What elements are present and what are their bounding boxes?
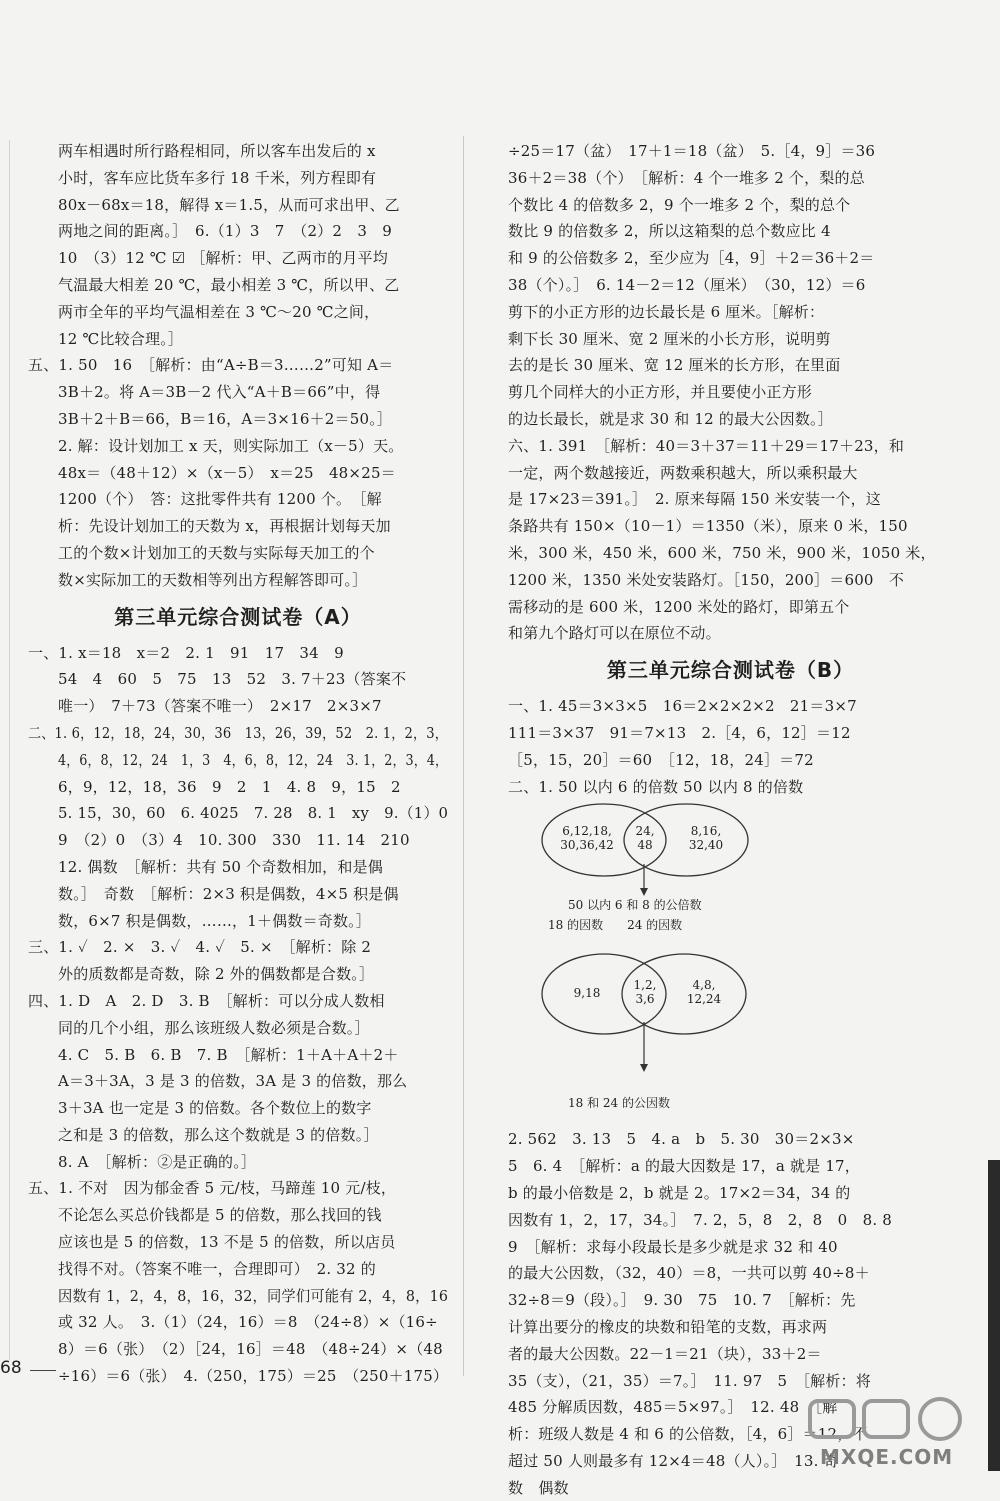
margin-rule [9, 140, 10, 1360]
line-text: 36＋2＝38（个） ［解析：4 个一堆多 2 个，梨的总 [508, 168, 865, 187]
answer-line [508, 352, 953, 379]
column-divider [463, 136, 464, 1376]
answer-line [28, 1095, 448, 1122]
answer-line [508, 460, 953, 487]
line-text: 5. 15，30，60 6. 4025 7. 28 8. 1 xy 9.（1）0 [58, 804, 448, 823]
venn2-left-values: 9,18 [573, 986, 601, 1001]
line-text: 111＝3×37 91＝7×13 2.［4，6，12］＝12 [508, 723, 851, 742]
answer-line [508, 379, 953, 406]
answer-line [28, 299, 448, 326]
line-text: 应该也是 5 的倍数，13 不是 5 的倍数，所以店员 [58, 1233, 396, 1252]
line-text: 小时，客车应比货车多行 18 千米，列方程即有 [58, 168, 377, 187]
line-text: 剪几个同样大的小正方形，并且要使小正方形 [508, 383, 813, 402]
line-text: 32÷8＝9（段）。］ 9. 30 75 10. 7 ［解析：先 [508, 1291, 856, 1310]
line-text: 4，6，8，12，24 1，3 4，6，8，12，24 3. 1，2，3，4， [58, 750, 448, 769]
answer-line [28, 379, 448, 406]
line-text: 计算出要分的橡皮的块数和铅笔的支数，再求两 [508, 1317, 828, 1336]
line-text: 不论怎么买总价钱都是 5 的倍数，那么找回的钱 [58, 1206, 382, 1225]
answer-line [28, 406, 448, 433]
line-text: 四、1. D A 2. D 3. B ［解析：可以分成人数相 [28, 991, 385, 1010]
answer-line [28, 854, 448, 881]
venn2-arrow-head [640, 1064, 648, 1072]
line-text: 8）＝6（张） （2）［24，16］＝48 （48÷24）×（48 [58, 1340, 443, 1359]
line-text: 3B＋2。将 A＝3B－2 代入“A＋B＝66”中，得 [58, 383, 381, 402]
page-number: 68 [0, 1358, 22, 1378]
line-text: 3＋3A 也一定是 3 的倍数。各个数位上的数字 [58, 1099, 372, 1118]
venn-diagram-multiples [508, 800, 953, 950]
answer-line [28, 988, 448, 1015]
line-text: 条路共有 150×（10－1）＝1350（米），原来 0 米，150 [508, 517, 908, 536]
heading-text: 第三单元综合测试卷（A） [114, 604, 362, 629]
answer-line [508, 245, 953, 272]
answer-line [28, 1175, 448, 1202]
page-number-dash [30, 1370, 56, 1371]
line-text: 两车相遇时所行路程相同，所以客车出发后的 x [58, 142, 376, 160]
venn1-caption: 50 以内 6 和 8 的公倍数 [568, 898, 702, 913]
line-text: 5 6. 4 ［解析：a 的最大因数是 17，a 就是 17， [508, 1157, 860, 1176]
line-text: 2. 解：设计划加工 x 天，则实际加工（x－5）天。 [58, 436, 404, 455]
answer-line [28, 827, 448, 854]
line-text: 54 4 60 5 75 13 52 3. 7＋23（答案不 [58, 670, 407, 689]
venn2-caption: 18 和 24 的公因数 [568, 1096, 670, 1111]
answer-line [508, 138, 953, 165]
line-text: 和第九个路灯可以在原位不动。 [508, 624, 721, 643]
line-text: 三、1. ✓ 2. × 3. ✓ 4. ✓ 5. × ［解析：除 2 [28, 938, 372, 957]
answer-line [28, 1015, 448, 1042]
answer-line [28, 693, 448, 720]
answer-line [508, 486, 953, 513]
answer-line [28, 881, 448, 908]
line-text: 因数有 1，2，17，34。］ 7. 2，5，8 2，8 0 8. 8 [508, 1210, 892, 1229]
line-text: 去的是长 30 厘米、宽 12 厘米的长方形，在里面 [508, 356, 841, 375]
section-heading [508, 647, 953, 693]
answer-line [28, 460, 448, 487]
answer-line [28, 908, 448, 935]
answer-line [508, 433, 953, 460]
answer-line [508, 1475, 953, 1501]
answer-line [508, 1207, 953, 1234]
answer-line [508, 1153, 953, 1180]
answer-line [508, 1234, 953, 1261]
answer-line [28, 934, 448, 961]
line-text: 者的最大公因数。22－1＝21（块），33＋2＝ [508, 1344, 822, 1363]
answer-line [28, 640, 448, 667]
line-text: 是 17×23＝391。］ 2. 原来每隔 150 米安装一个，这 [508, 490, 881, 509]
answer-line [28, 1229, 448, 1256]
line-text: 之和是 3 的倍数，那么这个数就是 3 的倍数。］ [58, 1125, 379, 1144]
answer-line [508, 1126, 953, 1153]
line-text: 或 32 人。 3.（1）（24，16）＝8 （24÷8）×（16÷ [58, 1313, 438, 1332]
answer-line [28, 433, 448, 460]
answer-line [508, 1260, 953, 1287]
answer-line [508, 1314, 953, 1341]
line-text: 同的几个小组，那么该班级人数必须是合数。］ [58, 1018, 370, 1037]
venn1-right-values: 8,16, 32,40 [688, 824, 724, 853]
line-text: 1200（个） 答：这批零件共有 1200 个。 ［解 [58, 490, 382, 509]
answer-line [508, 513, 953, 540]
line-text: 剪下的小正方形的边长最长是 6 厘米。［解析： [508, 302, 825, 321]
line-text: 38（个）。］ 6. 14－2＝12（厘米） （30，12）＝6 [508, 275, 866, 294]
line-text: 工的个数×计划加工的天数与实际每天加工的个 [58, 543, 375, 562]
line-text: 的最大公因数，（32，40）＝8，一共可以剪 40÷8＋ [508, 1264, 870, 1283]
line-text: 析：班级人数是 4 和 6 的公倍数，［4，6］＝12，不 [508, 1425, 868, 1444]
line-text: 外的质数都是奇数，除 2 外的偶数都是合数。］ [58, 965, 375, 984]
venn-arrow-head [640, 888, 648, 896]
line-text: 数×实际加工的天数相等列出方程解答即可。］ [58, 570, 368, 589]
line-text: 2. 562 3. 13 5 4. a b 5. 30 30＝2×3× [508, 1130, 855, 1149]
line-text: 数。］ 奇数 ［解析：2×3 积是偶数，4×5 积是偶 [58, 884, 399, 903]
answer-line [28, 800, 448, 827]
answer-line [28, 1309, 448, 1336]
line-text: 8. A ［解析：②是正确的。］ [58, 1152, 257, 1171]
answer-line [508, 1368, 953, 1395]
line-text: 两地之间的距离。］ 6.（1）3 7 （2）2 3 9 [58, 222, 393, 241]
line-text: 析：先设计划加工的天数为 x，再根据计划每天加 [58, 517, 391, 536]
answer-line [28, 1283, 448, 1310]
answer-line [508, 620, 953, 647]
line-text: 一、1. x＝18 x＝2 2. 1 91 17 34 9 [28, 643, 344, 662]
line-text: 3B＋2＋B＝66，B＝16，A＝3×16＋2＝50。］ [58, 409, 393, 428]
line-text: 需移动的是 600 米，1200 米处的路灯，即第五个 [508, 597, 850, 616]
answer-line [508, 693, 953, 720]
answer-line [508, 165, 953, 192]
line-text: ÷25＝17（盆） 17＋1＝18（盆） 5.［4，9］＝36 [508, 142, 876, 160]
answer-line [508, 594, 953, 621]
line-text: 12. 偶数 ［解析：共有 50 个奇数相加，和是偶 [58, 857, 383, 876]
heading-text: 第三单元综合测试卷（B） [606, 658, 855, 683]
answer-line [28, 192, 448, 219]
line-text: 12 ℃比较合理。］ [58, 329, 184, 348]
line-text: 因数有 1，2，4，8，16，32，同学们可能有 2，4，8，16 [58, 1286, 448, 1305]
answer-line [508, 540, 953, 567]
line-text: ［5，15，20］＝60 ［12，18，24］＝72 [508, 750, 814, 769]
line-text: 五、1. 50 16 ［解析：由“A÷B＝3……2”可知 A＝ [28, 356, 394, 375]
answer-line [28, 352, 448, 379]
answer-line [28, 747, 448, 774]
line-text: 9 （2）0 （3）4 10. 300 330 11. 14 210 [58, 831, 410, 850]
answer-line [28, 1042, 448, 1069]
line-text: 两市全年的平均气温相差在 3 ℃～20 ℃之间， [58, 302, 380, 321]
line-text: 4. C 5. B 6. B 7. B ［解析：1＋A＋A＋2＋ [58, 1045, 399, 1064]
answer-line [508, 406, 953, 433]
right-column-top [508, 138, 953, 800]
line-text: A＝3＋3A，3 是 3 的倍数，3A 是 3 的倍数，那么 [58, 1072, 408, 1091]
answer-line [508, 720, 953, 747]
answer-line [28, 720, 448, 747]
answer-line [28, 1068, 448, 1095]
answer-line [28, 218, 448, 245]
answer-line [28, 165, 448, 192]
line-text: 五、1. 不对 因为郁金香 5 元/枝，马蹄莲 10 元/枝， [28, 1179, 397, 1198]
line-text: 和 9 的公倍数多 2，至少应为［4，9］＋2＝36＋2＝ [508, 249, 875, 268]
venn2-middle-values: 1,2, 3,6 [633, 978, 657, 1007]
venn2-top-labels: 18 的因数 24 的因数 [548, 918, 683, 933]
answer-line [28, 326, 448, 353]
line-text: 9 ［解析：求每小段最长是多少就是求 32 和 40 [508, 1237, 838, 1256]
answer-line [508, 1180, 953, 1207]
answer-line [28, 961, 448, 988]
answer-line [508, 567, 953, 594]
line-text: 六、1. 391 ［解析：40＝3＋37＝11＋29＝17＋23，和 [508, 436, 905, 455]
line-text: 超过 50 人则最多有 12×4＝48（人）。］ 13. 奇 [508, 1451, 839, 1470]
answer-line [28, 138, 448, 165]
answer-line [28, 774, 448, 801]
answer-line [28, 486, 448, 513]
answer-line [28, 666, 448, 693]
right-column [508, 138, 953, 1501]
answer-line [28, 1122, 448, 1149]
venn-diagram-factors [508, 950, 953, 1126]
line-text: 米，300 米，450 米，600 米，750 米，900 米，1050 米， [508, 543, 936, 562]
answer-line [508, 1287, 953, 1314]
line-text: 一定，两个数越接近，两数乘积越大，所以乘积最大 [508, 463, 858, 482]
watermark-text: MXQE.COM [820, 1445, 954, 1469]
section-heading [28, 594, 448, 640]
line-text: 二、1. 50 以内 6 的倍数 50 以内 8 的倍数 [508, 777, 804, 796]
answer-line [508, 747, 953, 774]
line-text: 数比 9 的倍数多 2，所以这箱梨的总个数应比 4 [508, 222, 831, 241]
line-text: 一、1. 45＝3×3×5 16＝2×2×2×2 21＝3×7 [508, 697, 857, 716]
answer-line [508, 1341, 953, 1368]
answer-line [28, 245, 448, 272]
line-text: 找得不对。（答案不唯一，合理即可） 2. 32 的 [58, 1259, 376, 1278]
line-text: 48x＝（48＋12）×（x－5） x＝25 48×25＝ [58, 463, 396, 482]
line-text: 的边长最长，就是求 30 和 12 的最大公因数。］ [508, 409, 833, 428]
answer-line [28, 1149, 448, 1176]
line-text: b 的最小倍数是 2，b 就是 2。17×2＝34，34 的 [508, 1183, 851, 1202]
line-text: 剩下长 30 厘米、宽 2 厘米的小长方形，说明剪 [508, 329, 831, 348]
answer-line [28, 1336, 448, 1363]
answer-line [508, 299, 953, 326]
line-text: 35（支），（21，35）＝7。］ 11. 97 5 ［解析：将 [508, 1371, 871, 1390]
line-text: 6，9，12，18，36 9 2 1 4. 8 9，15 2 [58, 777, 401, 796]
answer-line [28, 1256, 448, 1283]
line-text: 数，6×7 积是偶数，……，1＋偶数＝奇数。］ [58, 911, 372, 930]
answer-line [508, 774, 953, 801]
answer-line [28, 272, 448, 299]
line-text: 数 偶数 [508, 1478, 569, 1497]
line-text: 个数比 4 的倍数多 2，9 个一堆多 2 个，梨的总个 [508, 195, 851, 214]
line-text: 1200 米，1350 米处安装路灯。［150，200］＝600 不 [508, 570, 905, 589]
line-text: 气温最大相差 20 ℃，最小相差 3 ℃，所以甲、乙 [58, 275, 400, 294]
line-text: 80x－68x＝18，解得 x＝1.5，从而可求出甲、乙 [58, 195, 400, 214]
answer-line [508, 326, 953, 353]
answer-line [28, 540, 448, 567]
answer-line [28, 513, 448, 540]
answer-line [508, 272, 953, 299]
venn2-right-values: 4,8, 12,24 [686, 978, 722, 1007]
line-text: 485 分解质因数，485＝5×97。］ 12. 48 ［解 [508, 1398, 838, 1417]
line-text: ÷16）＝6（张） 4.（250，175）＝25 （250＋175） [58, 1367, 448, 1386]
answer-line [28, 567, 448, 594]
line-text: 唯一） 7＋73（答案不唯一） 2×17 2×3×7 [58, 697, 382, 716]
venn1-middle-values: 24, 48 [635, 824, 655, 853]
left-column [28, 138, 448, 1390]
answer-line [28, 1363, 448, 1390]
line-text: 10 （3）12 ℃ ☑ ［解析：甲、乙两市的月平均 [58, 249, 388, 268]
line-text: 二、1. 6，12，18，24，30，36 13，26，39，52 2. 1，2，3， [28, 723, 448, 742]
answer-line [508, 218, 953, 245]
answer-line [508, 192, 953, 219]
answer-line [28, 1202, 448, 1229]
venn1-left-values: 6,12,18, 30,36,42 [560, 824, 614, 853]
